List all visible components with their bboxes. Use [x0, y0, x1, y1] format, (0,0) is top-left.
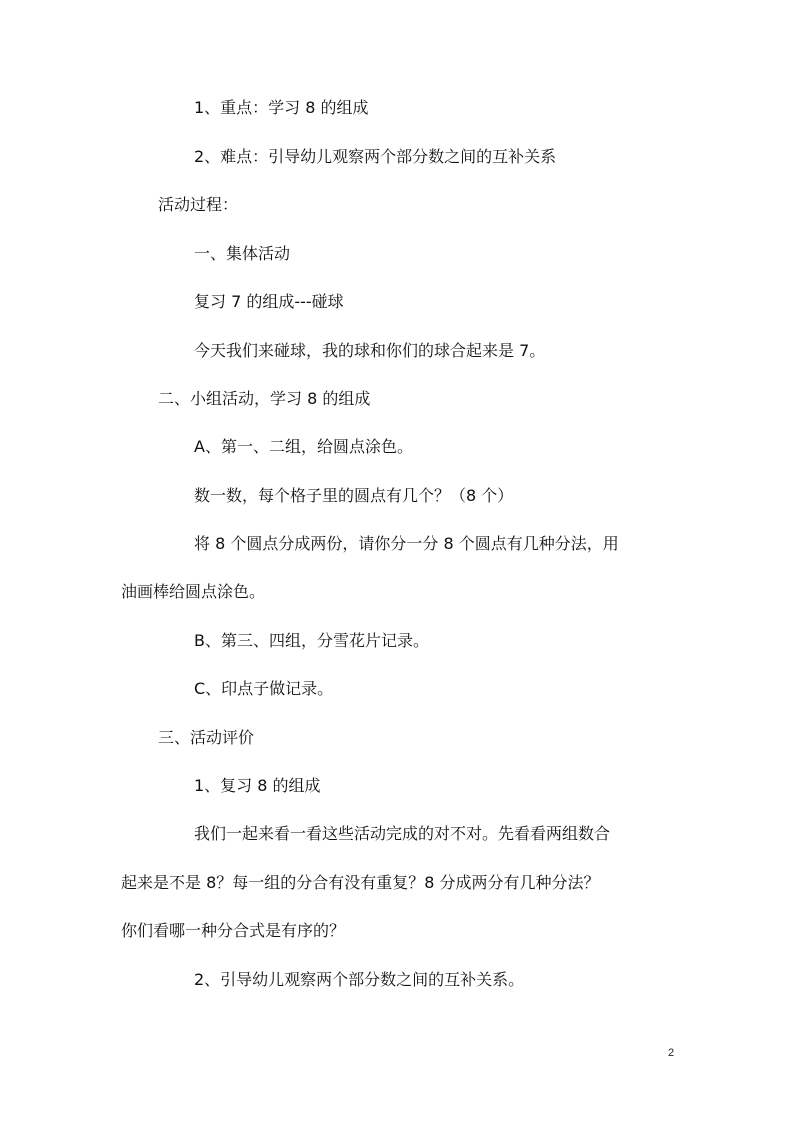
text-line: 活动过程：	[158, 195, 239, 214]
text-line: 你们看哪一种分合式是有序的？	[121, 921, 346, 940]
page-number: 2	[668, 1047, 675, 1059]
text-line: 二、小组活动，学习 8 的组成	[158, 389, 371, 408]
text-line: B、第三、四组，分雪花片记录。	[194, 631, 429, 650]
text-line: 三、活动评价	[158, 728, 255, 747]
text-line: 复习 7 的组成---碰球	[194, 292, 344, 311]
text-line: 2、难点：引导幼儿观察两个部分数之间的互补关系	[194, 147, 557, 166]
text-line: 我们一起来看一看这些活动完成的对不对。先看看两组数合	[194, 824, 611, 843]
text-line: A、第一、二组，给圆点涂色。	[194, 437, 413, 456]
text-line: 2、引导幼儿观察两个部分数之间的互补关系。	[194, 970, 525, 989]
text-line: 一、集体活动	[194, 244, 291, 263]
text-line: 1、复习 8 的组成	[194, 776, 321, 795]
text-line: 将 8 个圆点分成两份，请你分一分 8 个圆点有几种分法，用	[194, 534, 619, 553]
text-line: 今天我们来碰球，我的球和你们的球合起来是 7。	[194, 341, 546, 360]
text-line: 起来是不是 8？每一组的分合有没有重复？8 分成两分有几种分法？	[121, 873, 600, 892]
text-line: 数一数，每个格子里的圆点有几个？（8 个）	[194, 486, 514, 505]
text-line: 油画棒给圆点涂色。	[121, 582, 266, 601]
text-line: C、印点子做记录。	[194, 679, 334, 698]
text-line: 1、重点：学习 8 的组成	[194, 98, 369, 117]
